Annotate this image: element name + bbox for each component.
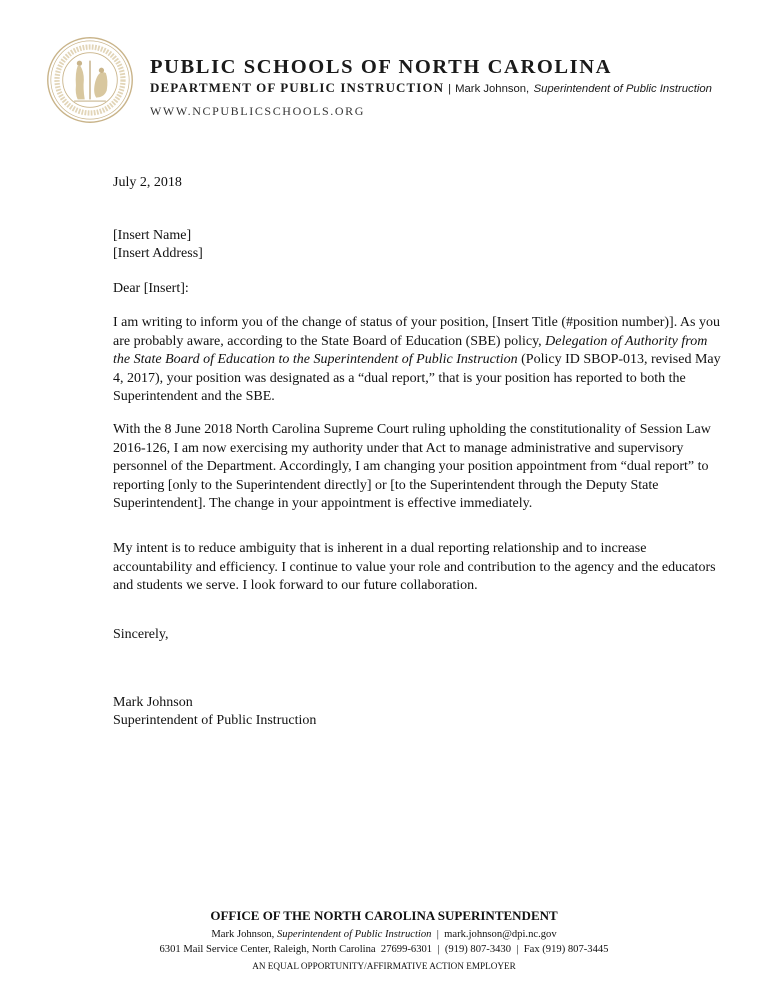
footer-title: Superintendent of Public Instruction	[276, 929, 432, 940]
nc-great-seal-icon	[46, 36, 134, 124]
letter-date: July 2, 2018	[113, 175, 182, 190]
salutation: Dear [Insert]:	[113, 281, 189, 296]
closing: Sincerely,	[113, 627, 169, 642]
paragraph-2-text: With the 8 June 2018 North Carolina Supreme Court ruling upholding the constitutionality of Session Law 2016-126, I am now exercising my authority under that Act to manage administrative and supervisory personnel of the Department. Accordingly, I am changing your position appointment from “dual report” to reporting [only to the Superintendent directly] or [to the Superintendent through the Deputy State Superintendent]. The change in your appointment is effective immediately.	[113, 422, 711, 512]
superintendent-name: Mark Johnson,	[455, 83, 530, 95]
letterhead-department	[150, 80, 712, 96]
paragraph-3	[113, 540, 723, 596]
footer-email[interactable]: | mark.johnson@dpi.nc.gov	[431, 929, 557, 940]
department-name: DEPARTMENT OF PUBLIC INSTRUCTION	[150, 80, 445, 95]
paragraph-1-part-2: (Policy ID SBOP-013, revised May 4, 2017), your position was designated as a “dual report,” that is your position has reported to both the Superintendent and the SBE.	[113, 352, 721, 405]
footer-contact	[0, 929, 768, 940]
footer-office: OFFICE OF THE NORTH CAROLINA SUPERINTENDENT	[210, 908, 558, 923]
letterhead-title: PUBLIC SCHOOLS OF NORTH CAROLINA	[150, 56, 613, 78]
separator: |	[448, 83, 452, 95]
footer-name: Mark Johnson,	[211, 929, 277, 940]
paragraph-1-part-1: I am writing to inform you of the change of status of your position, [Insert Title (#position number)]. As you are probably aware, according to the State Board of Education (SBE) policy,	[113, 315, 720, 349]
recipient-address: [Insert Address]	[113, 246, 203, 261]
letterhead-website: WWW.NCPUBLICSCHOOLS.ORG	[150, 104, 366, 118]
footer-eeo: AN EQUAL OPPORTUNITY/AFFIRMATIVE ACTION EMPLOYER	[252, 961, 516, 971]
paragraph-3-text: My intent is to reduce ambiguity that is inherent in a dual reporting relationship and to increase accountability and efficiency. I continue to value your role and contribution to the agency and the educators and students we serve. I look forward to our future collaboration.	[113, 541, 716, 594]
paragraph-2	[113, 421, 723, 514]
signer-name: Mark Johnson	[113, 695, 193, 710]
recipient-name: [Insert Name]	[113, 228, 192, 243]
paragraph-1	[113, 314, 723, 407]
footer-address: 6301 Mail Service Center, Raleigh, North Carolina 27699-6301 | (919) 807-3430 | Fax (919) 807-3445	[159, 944, 609, 955]
signer-title: Superintendent of Public Instruction	[113, 713, 317, 728]
superintendent-title: Superintendent of Public Instruction	[533, 83, 712, 95]
policy-title: Delegation of Authority from the State Board of Education to the Superintendent of Public Instruction	[113, 333, 708, 368]
